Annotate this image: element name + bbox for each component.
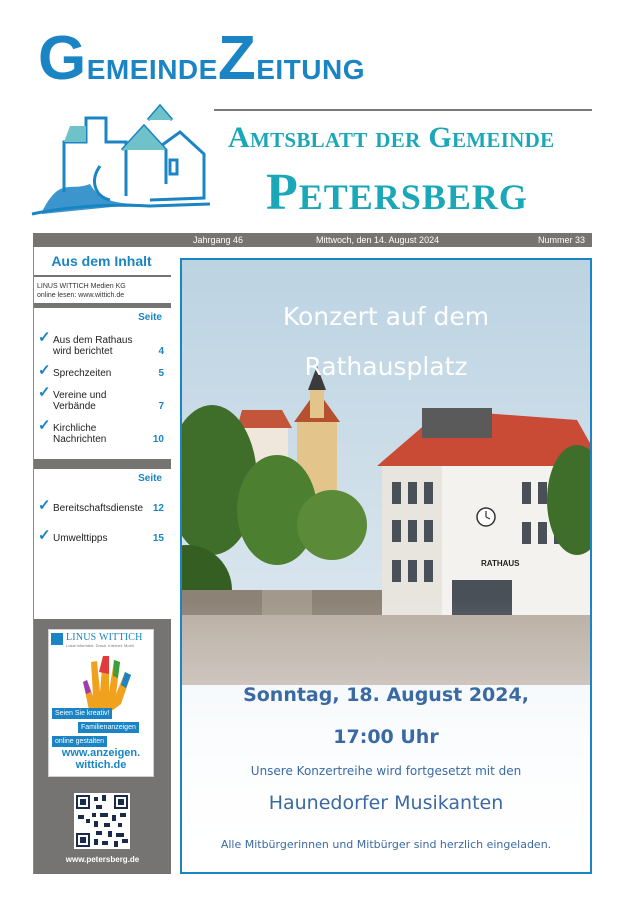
ad-pill-creative: Seien Sie kreativ! bbox=[52, 708, 112, 719]
ad-url-line-2: wittich.de bbox=[75, 759, 127, 771]
toc-item-label: Vereine und Verbände bbox=[53, 390, 107, 412]
wittich-ad[interactable] bbox=[48, 629, 154, 777]
toc-item-page: 5 bbox=[158, 368, 164, 379]
issue-date: Mittwoch, den 14. August 2024 bbox=[316, 235, 440, 245]
ad-pill-family: Familienanzeigen bbox=[78, 722, 139, 733]
check-icon: ✓ bbox=[38, 417, 51, 434]
issue-info-bar bbox=[33, 233, 592, 247]
check-icon: ✓ bbox=[38, 497, 51, 514]
check-icon: ✓ bbox=[38, 362, 51, 379]
qr-code-icon[interactable] bbox=[74, 793, 130, 849]
toc-item[interactable] bbox=[38, 384, 166, 414]
rathaus-sign: RATHAUS bbox=[481, 559, 520, 568]
poster-date: Sonntag, 18. August 2024, bbox=[243, 684, 529, 706]
check-icon: ✓ bbox=[38, 527, 51, 544]
check-icon: ✓ bbox=[38, 329, 51, 346]
issue-number: Nummer 33 bbox=[538, 235, 586, 245]
toc-item-label: Umwelttipps bbox=[53, 533, 108, 544]
ad-tagline: Lokal informiert. Druck. Internet. Mobil. bbox=[66, 643, 135, 648]
toc-item-page: 4 bbox=[158, 346, 164, 357]
page-column-label-1: Seite bbox=[138, 312, 162, 323]
title-rest-1: emeinde bbox=[86, 44, 218, 88]
toc-item[interactable] bbox=[38, 497, 166, 515]
ad-url[interactable] bbox=[49, 747, 153, 771]
toc-heading: Aus dem Inhalt bbox=[34, 247, 169, 275]
ad-url-line-1: www.anzeigen. bbox=[61, 747, 141, 759]
issue-volume: Jahrgang 46 bbox=[193, 235, 244, 245]
toc-item[interactable] bbox=[38, 527, 166, 545]
toc-item[interactable] bbox=[38, 417, 166, 447]
concert-poster bbox=[180, 258, 592, 874]
newspaper-title bbox=[38, 20, 598, 105]
toc-item-page: 12 bbox=[152, 503, 164, 514]
publisher-info bbox=[37, 282, 169, 300]
title-initial-z: Z bbox=[217, 24, 257, 93]
wittich-logo bbox=[51, 632, 151, 650]
masthead-town: Petersberg bbox=[266, 164, 528, 221]
wittich-logo-icon bbox=[51, 633, 63, 645]
toc-item-page: 10 bbox=[152, 434, 164, 445]
poster-title-line-2: Rathausplatz bbox=[304, 352, 468, 381]
check-icon: ✓ bbox=[38, 384, 51, 401]
publisher-line-1: LINUS WITTICH Medien KG bbox=[37, 283, 126, 290]
title-initial-g: G bbox=[38, 24, 87, 93]
toc-item[interactable] bbox=[38, 362, 166, 380]
toc-item-page: 7 bbox=[158, 401, 164, 412]
ad-pill-online: online gestalten bbox=[52, 736, 107, 747]
poster-band: Haunedorfer Musikanten bbox=[268, 792, 504, 814]
toc-item-label: Kirchliche Nachrichten bbox=[53, 423, 107, 445]
toc-item-page: 15 bbox=[152, 533, 164, 544]
toc-item-label: Aus dem Rathaus wird berichtet bbox=[53, 335, 133, 357]
ad-brand: LINUS WITTICH bbox=[66, 632, 143, 643]
sidebar-band-2 bbox=[34, 303, 171, 308]
masthead-subtitle: Amtsblatt der Gemeinde bbox=[228, 121, 555, 154]
website-link[interactable]: www.petersberg.de bbox=[65, 855, 140, 864]
sidebar-band-3 bbox=[34, 459, 171, 469]
toc-item[interactable] bbox=[38, 329, 166, 359]
poster-title-line-1: Konzert auf dem bbox=[282, 302, 490, 331]
title-rest-2: eitung bbox=[256, 44, 365, 88]
painted-hand-icon bbox=[69, 652, 139, 712]
sidebar-band-top bbox=[34, 275, 171, 277]
toc-item-label: Sprechzeiten bbox=[53, 368, 112, 379]
poster-time: 17:00 Uhr bbox=[333, 726, 439, 748]
poster-intro: Unsere Konzertreihe wird fortgesetzt mit den bbox=[250, 764, 522, 778]
publisher-line-2: online lesen: www.wittich.de bbox=[37, 292, 125, 299]
toc-item-label: Bereitschaftsdienste bbox=[53, 503, 144, 514]
masthead-divider bbox=[214, 109, 592, 111]
castle-logo-icon bbox=[30, 96, 220, 220]
page-column-label-2: Seite bbox=[138, 473, 162, 484]
poster-invitation: Alle Mitbürgerinnen und Mitbürger sind herzlich eingeladen. bbox=[220, 838, 552, 851]
sidebar bbox=[33, 247, 170, 874]
